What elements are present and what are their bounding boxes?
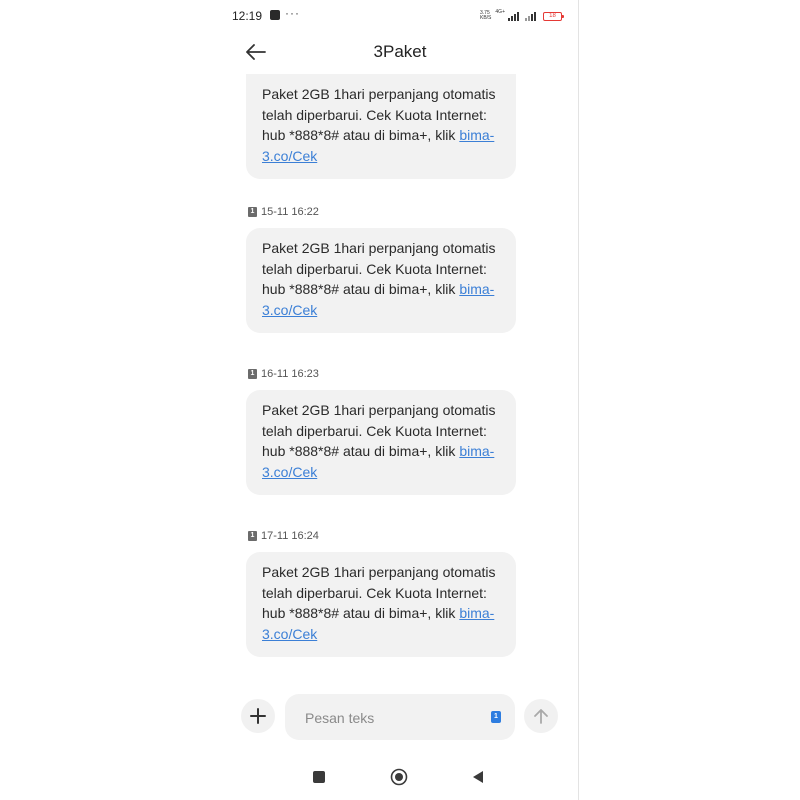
message-bubble[interactable] — [246, 74, 516, 179]
more-notifications-icon: ··· — [285, 6, 300, 20]
message-bubble[interactable] — [246, 390, 516, 495]
status-indicators — [480, 10, 562, 22]
message-input-box[interactable] — [285, 694, 515, 740]
conversation-header — [222, 34, 578, 74]
message-text: Paket 2GB 1hari perpanjang otomatis telah diperbarui. Cek Kuota Internet: hub *888*8# atau di bima+, klik — [262, 402, 496, 460]
battery-level: 18 — [549, 12, 556, 19]
message-text: Paket 2GB 1hari perpanjang otomatis telah diperbarui. Cek Kuota Internet: hub *888*8# atau di bima+, klik — [262, 86, 496, 144]
message-timestamp — [248, 206, 319, 218]
message-text: Paket 2GB 1hari perpanjang otomatis telah diperbarui. Cek Kuota Internet: hub *888*8# atau di bima+, klik — [262, 564, 496, 622]
network-speed — [480, 11, 491, 21]
sim-select-icon[interactable]: 1 — [491, 711, 501, 723]
message-link[interactable]: bima-3.co/Cek — [262, 127, 495, 165]
message-bubble[interactable] — [246, 228, 516, 333]
sim-1-icon: 1 — [248, 207, 257, 217]
network-speed-value: 3.75 — [480, 10, 490, 16]
timestamp-text: 15-11 16:22 — [261, 206, 319, 218]
battery-icon — [543, 12, 562, 21]
message-timestamp — [248, 530, 319, 542]
timestamp-text: 17-11 16:24 — [261, 530, 319, 542]
conversation-title: 3Paket — [373, 42, 427, 61]
message-link[interactable]: bima-3.co/Cek — [262, 443, 495, 481]
message-link[interactable]: bima-3.co/Cek — [262, 605, 495, 643]
message-text: Paket 2GB 1hari perpanjang otomatis telah diperbarui. Cek Kuota Internet: hub *888*8# atau di bima+, klik — [262, 240, 496, 298]
screen-edge-divider — [578, 0, 579, 800]
add-attachment-button[interactable] — [241, 699, 275, 733]
signal-icon-2 — [525, 12, 536, 21]
sim-1-icon: 1 — [248, 369, 257, 379]
status-time: 12:19 — [232, 9, 263, 23]
phone-screen — [222, 0, 578, 800]
arrow-up-icon — [532, 707, 550, 725]
system-navigation-bar — [222, 758, 578, 796]
back-triangle-icon[interactable] — [470, 769, 486, 785]
status-bar — [222, 0, 578, 34]
message-bubble[interactable] — [246, 552, 516, 657]
network-speed-unit: KB/S — [480, 15, 492, 21]
plus-icon — [249, 707, 267, 725]
message-timestamp — [248, 368, 319, 380]
sim-1-icon: 1 — [248, 531, 257, 541]
signal-icon — [508, 12, 519, 21]
send-button[interactable] — [524, 699, 558, 733]
timestamp-text: 16-11 16:23 — [261, 368, 319, 380]
notification-icon — [270, 10, 280, 20]
message-composer — [222, 692, 578, 742]
message-link[interactable]: bima-3.co/Cek — [262, 281, 495, 319]
message-input[interactable] — [303, 694, 477, 742]
recents-square-icon[interactable] — [313, 771, 325, 783]
network-type: 4G+ — [495, 9, 505, 15]
home-circle-icon[interactable] — [390, 768, 408, 786]
